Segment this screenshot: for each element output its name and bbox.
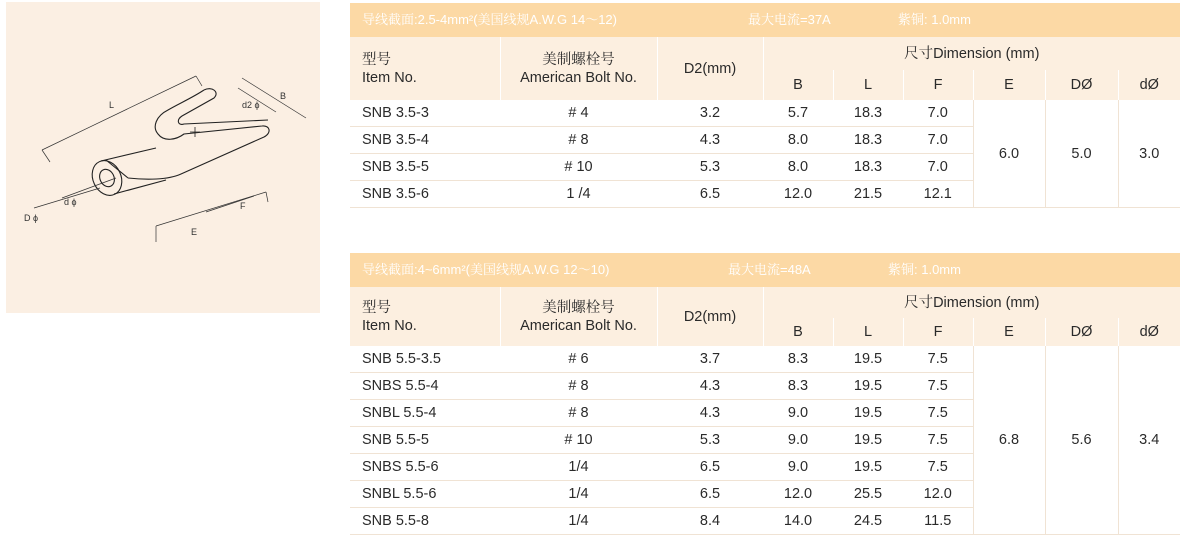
header-d2: D2(mm) [657,287,763,346]
header-col-d-outer: DØ [1045,318,1118,346]
header-bolt-no: 美制螺栓号 American Bolt No. [500,37,657,100]
dim-label-d: d ϕ [64,197,77,207]
header-bolt-no: 美制螺栓号 American Bolt No. [500,287,657,346]
header-col-b: B [763,318,833,346]
header-col-d-outer: DØ [1045,70,1118,100]
table-row: SNBS 5.5-4 # 8 4.3 8.3 19.5 7.5 [350,373,1180,400]
shared-d-inner: 3.0 [1118,100,1180,208]
table-row: SNB 3.5-4 # 8 4.3 8.0 18.3 7.0 [350,127,1180,154]
table-row: SNB 5.5-8 1/4 8.4 14.0 24.5 11.5 [350,508,1180,535]
table-row: SNBL 5.5-4 # 8 4.3 9.0 19.5 7.5 [350,400,1180,427]
shared-e: 6.0 [973,100,1045,208]
header-dimension: 尺寸Dimension (mm) [763,287,1180,318]
dimension-table-2 [350,287,1180,535]
dim-label-B: B [280,91,287,101]
header-col-d-inner: dØ [1118,318,1180,346]
spade-terminal-drawing [6,2,320,313]
header-col-b: B [763,70,833,100]
header-item-no: 型号 Item No. [350,287,500,346]
spec-table-1 [350,3,1180,208]
dim-label-D: D ϕ [24,213,39,223]
max-current-text: 最大电流=37A [748,12,831,27]
header-item-no: 型号 Item No. [350,37,500,100]
terminal-drawing-panel [6,2,320,313]
table-row: SNBS 5.5-6 1/4 6.5 9.0 19.5 7.5 [350,454,1180,481]
header-col-l: L [833,318,903,346]
table-row: SNB 3.5-3 # 4 3.2 5.7 18.3 7.0 6.0 5.0 3.0 [350,100,1180,127]
header-col-e: E [973,318,1045,346]
dimension-table-1 [350,37,1180,208]
shared-e: 6.8 [973,346,1045,535]
header-col-f: F [903,318,973,346]
dim-label-F: F [240,201,246,211]
max-current-text: 最大电流=48A [728,262,811,277]
header-col-f: F [903,70,973,100]
header-col-e: E [973,70,1045,100]
dim-label-E: E [191,227,198,237]
wire-range-text: 导线截面:2.5-4mm²(美国线规A.W.G 14～12) [362,12,617,27]
wire-range-text: 导线截面:4~6mm²(美国线规A.W.G 12～10) [362,262,610,277]
thickness-text: 紫铜: 1.0mm [888,262,961,277]
header-col-l: L [833,70,903,100]
thickness-text: 紫铜: 1.0mm [898,12,971,27]
table-row: SNB 3.5-5 # 10 5.3 8.0 18.3 7.0 [350,154,1180,181]
spec-banner-2 [350,253,1180,287]
table-row: SNB 5.5-3.5 # 6 3.7 8.3 19.5 7.5 6.8 5.6 3.4 [350,346,1180,373]
header-col-d-inner: dØ [1118,70,1180,100]
shared-d-inner: 3.4 [1118,346,1180,535]
shared-d-outer: 5.6 [1045,346,1118,535]
spec-table-2 [350,253,1180,535]
table-row: SNB 3.5-6 1 /4 6.5 12.0 21.5 12.1 [350,181,1180,208]
table-row: SNB 5.5-5 # 10 5.3 9.0 19.5 7.5 [350,427,1180,454]
spec-banner-1 [350,3,1180,37]
barrel-end [87,156,128,200]
header-dimension: 尺寸Dimension (mm) [763,37,1180,70]
dim-label-L: L [109,100,115,110]
header-d2: D2(mm) [657,37,763,100]
dim-label-d2: d2 ϕ [242,100,260,110]
shared-d-outer: 5.0 [1045,100,1118,208]
table-row: SNBL 5.5-6 1/4 6.5 12.0 25.5 12.0 [350,481,1180,508]
